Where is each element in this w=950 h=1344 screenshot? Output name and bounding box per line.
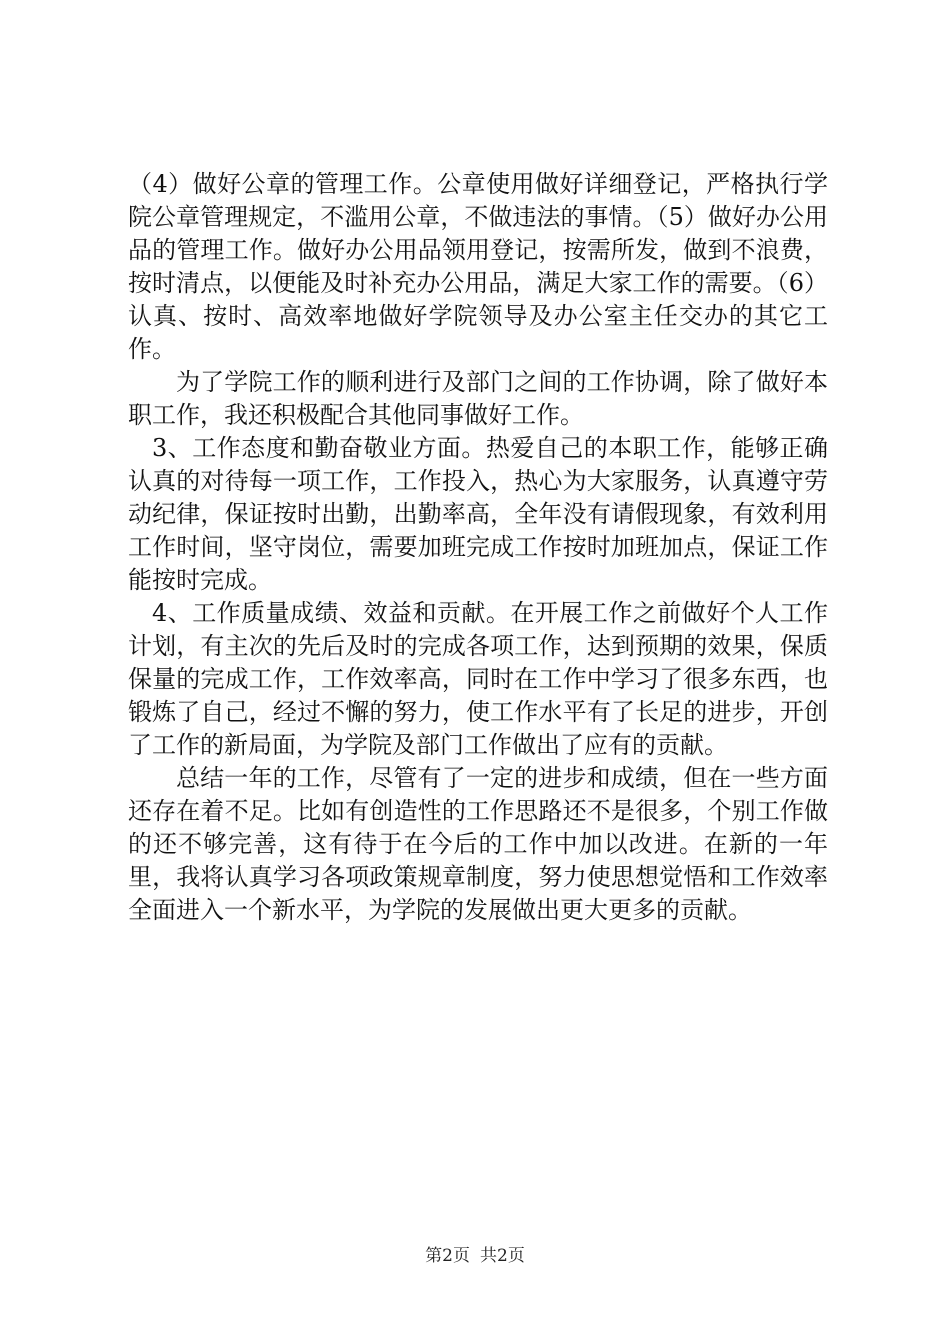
page-number: 第2页: [425, 1246, 470, 1266]
paragraph-summary: 总结一年的工作，尽管有了一定的进步和成绩，但在一些方面还存在着不足。比如有创造性的工作思路还不是很多，个别工作做的还不够完善，这有待于在今后的工作中加以改进。在新的一年里，我将认真学习各项政策规章制度，努力使思想觉悟和工作效率全面进入一个新水平，为学院的发展做出更大更多的贡献。: [128, 764, 828, 924]
paragraph-work-attitude: 3、工作态度和勤奋敬业方面。热爱自己的本职工作，能够正确认真的对待每一项工作，工作投入，热心为大家服务，认真遵守劳动纪律，保证按时出勤，出勤率高，全年没有请假现象，有效利用工作时间，坚守岗位，需要加班完成工作按时加班加点，保证工作能按时完成。: [128, 434, 828, 594]
page-total: 共2页: [480, 1246, 525, 1266]
paragraph-work-quality: 4、工作质量成绩、效益和贡献。在开展工作之前做好个人工作计划，有主次的先后及时的完成各项工作，达到预期的效果，保质保量的完成工作，工作效率高，同时在工作中学习了很多东西，也锻炼了自己，经过不懈的努力，使工作水平有了长足的进步，开创了工作的新局面，为学院及部门工作做出了应有的贡献。: [128, 599, 828, 759]
document-body: [128, 168, 828, 927]
paragraph-cooperation: 为了学院工作的顺利进行及部门之间的工作协调，除了做好本职工作，我还积极配合其他同事做好工作。: [128, 368, 828, 429]
page-footer: [0, 1245, 950, 1267]
paragraph-seal-and-supplies: （4）做好公章的管理工作。公章使用做好详细登记，严格执行学院公章管理规定，不滥用公章，不做违法的事情。（5）做好办公用品的管理工作。做好办公用品领用登记，按需所发，做到不浪费，按时清点，以便能及时补充办公用品，满足大家工作的需要。（6）认真、按时、高效率地做好学院领导及办公室主任交办的其它工作。: [128, 170, 828, 363]
